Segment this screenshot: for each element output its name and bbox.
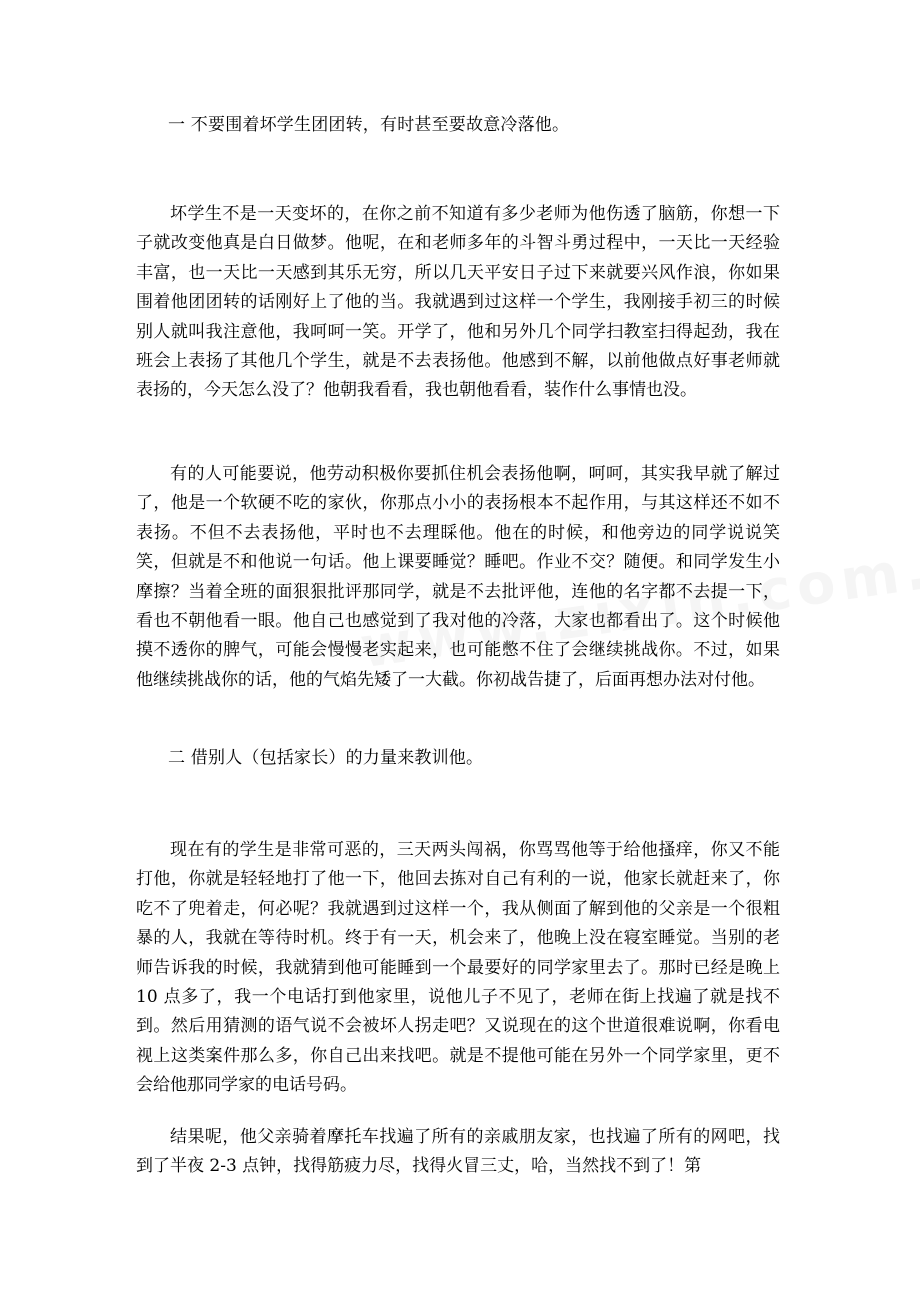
section-heading-2: 二 借别人（包括家长）的力量来教训他。 [168, 748, 484, 768]
section-heading-1: 一 不要围着坏学生团团转，有时甚至要故意冷落他。 [168, 115, 570, 135]
body-paragraph-3: 现在有的学生是非常可恶的，三天两头闯祸，你骂骂他等于给他搔痒，你又不能打他，你就是轻轻地打了他一下，他回去拣对自己有利的一说，他家长就赶来了，你吃不了兜着走，何必呢？我就遇到过这样一个，我从侧面了解到他的父亲是一个很粗暴的人，我就在等待时机。终于有一天，机会来了，他晚上没在寝室睡觉。当别的老师告诉我的时候，我就猜到他可能睡到一个最要好的同学家里去了。那时已经是晚上 10 点多了，我一个电话打到他家里，说他儿子不见了，老师在街上找遍了就是找不到。然后用猜测的语气说不会被坏人拐走吧？又说现在的这个世道很难说啊，你看电视上这类案件那么多，你自己出来找吧。就是不提他可能在另外一个同学家里，更不会给他那同学家的电话号码。 [136, 840, 780, 1096]
body-paragraph-4: 结果呢，他父亲骑着摩托车找遍了所有的亲戚朋友家，也找遍了所有的网吧，找到了半夜 2-3 点钟，找得筋疲力尽，找得火冒三丈，哈，当然找不到了！第 [136, 1127, 780, 1177]
body-paragraph-2: 有的人可能要说，他劳动积极你要抓住机会表扬他啊，呵呵，其实我早就了解过了，他是一个软硬不吃的家伙，你那点小小的表扬根本不起作用，与其这样还不如不表扬。不但不去表扬他，平时也不去理睬他。他在的时候，和他旁边的同学说说笑笑，但就是不和他说一句话。他上课要睡觉？睡吧。作业不交？随便。和同学发生小摩擦？当着全班的面狠狠批评那同学，就是不去批评他，连他的名字都不去提一下，看也不朝他看一眼。他自己也感觉到了我对他的冷落，大家也都看出了。这个时候他摸不透你的脾气，可能会慢慢老实起来，也可能憋不住了会继续挑战你。不过，如果他继续挑战你的话，他的气焰先矮了一大截。你初战告捷了，后面再想办法对付他。 [136, 464, 780, 690]
body-paragraph-1: 坏学生不是一天变坏的，在你之前不知道有多少老师为他伤透了脑筋，你想一下子就改变他真是白日做梦。他呢，在和老师多年的斗智斗勇过程中，一天比一天经验丰富，也一天比一天感到其乐无穷，所以几天平安日子过下来就要兴风作浪，你如果围着他团团转的话刚好上了他的当。我就遇到过这样一个学生，我刚接手初三的时候别人就叫我注意他，我呵呵一笑。开学了，他和另外几个同学扫教室扫得起劲，我在班会上表扬了其他几个学生，就是不去表扬他。他感到不解，以前他做点好事老师就表扬的，今天怎么没了？他朝我看看，我也朝他看看，装作什么事情也没。 [136, 204, 780, 401]
